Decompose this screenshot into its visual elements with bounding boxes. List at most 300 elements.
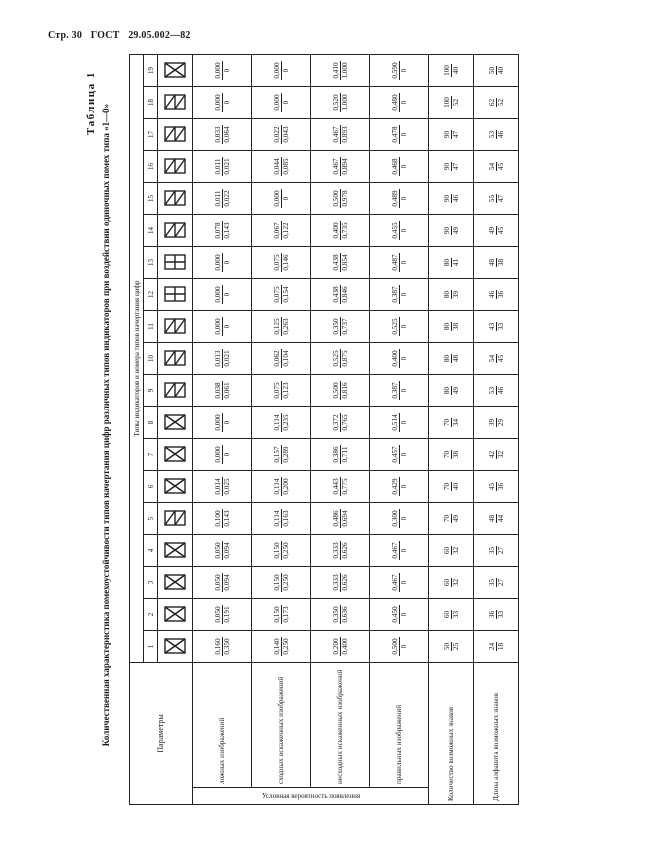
fraction bbox=[488, 98, 505, 107]
denominator: 0 bbox=[222, 420, 231, 425]
fraction bbox=[214, 541, 231, 559]
fraction bbox=[488, 610, 505, 619]
denominator: 0,694 bbox=[340, 510, 349, 527]
segment-box-icon bbox=[158, 87, 193, 119]
value-cell bbox=[429, 279, 474, 311]
numerator: 0,333 bbox=[331, 542, 340, 559]
value-cell bbox=[311, 55, 370, 87]
fraction bbox=[443, 482, 460, 491]
numerator: 50 bbox=[487, 66, 496, 75]
numerator: 0,514 bbox=[390, 414, 399, 431]
value-cell bbox=[252, 247, 311, 279]
denominator: 0,025 bbox=[222, 478, 231, 495]
value-cell bbox=[370, 343, 429, 375]
fraction bbox=[443, 386, 460, 395]
numerator: 50 bbox=[442, 642, 451, 651]
fraction bbox=[488, 130, 505, 139]
denominator: 0,978 bbox=[340, 190, 349, 207]
numerator: 0,333 bbox=[331, 574, 340, 591]
numerator: 0,000 bbox=[213, 62, 222, 79]
fraction bbox=[488, 642, 505, 651]
value-cell bbox=[193, 87, 252, 119]
numerator: 100 bbox=[442, 97, 451, 108]
denominator: 0 bbox=[399, 228, 408, 233]
denominator: 27 bbox=[496, 546, 505, 555]
fraction bbox=[488, 226, 505, 235]
denominator: 0,094 bbox=[222, 574, 231, 591]
value-cell bbox=[370, 375, 429, 407]
denominator: 0,043 bbox=[281, 126, 290, 143]
condition-label: Условная вероятность появления bbox=[261, 792, 360, 800]
fraction bbox=[332, 509, 349, 527]
value-cell bbox=[429, 567, 474, 599]
denominator: 45 bbox=[496, 226, 505, 235]
value-cell bbox=[429, 375, 474, 407]
value-cell bbox=[252, 55, 311, 87]
fraction bbox=[273, 477, 290, 495]
fraction bbox=[443, 514, 460, 523]
value-cell bbox=[193, 375, 252, 407]
fraction bbox=[443, 642, 460, 651]
denominator: 33 bbox=[451, 610, 460, 619]
numerator: 0,467 bbox=[390, 542, 399, 559]
denominator: 49 bbox=[451, 226, 460, 235]
value-cell bbox=[193, 439, 252, 471]
denominator: 0,816 bbox=[340, 382, 349, 399]
fraction bbox=[273, 285, 290, 303]
fraction bbox=[332, 285, 349, 303]
numerator: 0,150 bbox=[272, 574, 281, 591]
table-row bbox=[252, 55, 311, 805]
numerator: 0,075 bbox=[272, 286, 281, 303]
fraction bbox=[214, 93, 231, 111]
denominator: 0 bbox=[399, 100, 408, 105]
value-cell bbox=[370, 471, 429, 503]
value-cell bbox=[252, 279, 311, 311]
numerator: 0,114 bbox=[272, 478, 281, 495]
denominator: 18 bbox=[496, 642, 505, 651]
column-number: 17 bbox=[144, 119, 158, 151]
fraction bbox=[443, 546, 460, 555]
page-number: Стр. 30 bbox=[48, 30, 83, 41]
denominator: 0 bbox=[399, 260, 408, 265]
value-cell bbox=[474, 439, 519, 471]
table-row bbox=[474, 55, 519, 805]
numerator: 0,455 bbox=[390, 222, 399, 239]
fraction bbox=[488, 66, 505, 75]
value-cell bbox=[311, 183, 370, 215]
denominator: 46 bbox=[451, 194, 460, 203]
data-table bbox=[129, 54, 519, 805]
denominator: 0,350 bbox=[222, 638, 231, 655]
fraction bbox=[488, 418, 505, 427]
value-cell bbox=[252, 567, 311, 599]
value-cell bbox=[429, 87, 474, 119]
value-cell bbox=[474, 535, 519, 567]
numerator: 0,486 bbox=[331, 510, 340, 527]
numerator: 0,150 bbox=[272, 542, 281, 559]
numerator: 39 bbox=[487, 418, 496, 427]
value-cell bbox=[311, 535, 370, 567]
fraction bbox=[391, 189, 408, 207]
value-cell bbox=[474, 631, 519, 663]
row-label: несходных искаженных изображений bbox=[311, 663, 370, 788]
fraction bbox=[332, 605, 349, 623]
fraction bbox=[332, 381, 349, 399]
denominator: 0 bbox=[399, 356, 408, 361]
column-number: 11 bbox=[144, 311, 158, 343]
value-cell bbox=[311, 471, 370, 503]
value-cell bbox=[252, 535, 311, 567]
value-cell bbox=[429, 183, 474, 215]
denominator: 38 bbox=[496, 258, 505, 267]
fraction bbox=[488, 258, 505, 267]
fraction bbox=[214, 477, 231, 495]
numerator: 49 bbox=[487, 226, 496, 235]
value-cell bbox=[429, 151, 474, 183]
column-number: 9 bbox=[144, 375, 158, 407]
value-cell bbox=[311, 247, 370, 279]
numerator: 0,114 bbox=[272, 510, 281, 527]
fraction bbox=[443, 130, 460, 139]
value-cell bbox=[252, 151, 311, 183]
numerator: 42 bbox=[487, 450, 496, 459]
value-cell bbox=[193, 599, 252, 631]
denominator: 0,250 bbox=[281, 542, 290, 559]
denominator: 0,173 bbox=[281, 606, 290, 623]
fraction bbox=[214, 445, 231, 463]
fraction bbox=[273, 509, 290, 527]
segment-box-icon bbox=[158, 375, 193, 407]
denominator: 0,094 bbox=[222, 542, 231, 559]
value-cell bbox=[311, 119, 370, 151]
numerator: 0,000 bbox=[213, 414, 222, 431]
fraction bbox=[273, 349, 290, 367]
denominator: 0 bbox=[399, 516, 408, 521]
fraction bbox=[214, 125, 231, 143]
numerator: 0,500 bbox=[331, 190, 340, 207]
denominator: 0,123 bbox=[281, 382, 290, 399]
numerator: 0,520 bbox=[331, 94, 340, 111]
denominator: 0,022 bbox=[222, 190, 231, 207]
numerator: 54 bbox=[487, 162, 496, 171]
numerator: 0,000 bbox=[272, 94, 281, 111]
segment-x-icon bbox=[158, 439, 193, 471]
column-number: 2 bbox=[144, 599, 158, 631]
numerator: 0,500 bbox=[331, 382, 340, 399]
denominator: 0 bbox=[399, 68, 408, 73]
denominator: 1,000 bbox=[340, 94, 349, 111]
value-cell bbox=[193, 471, 252, 503]
fraction bbox=[443, 450, 460, 459]
fraction bbox=[443, 610, 460, 619]
denominator: 0 bbox=[281, 68, 290, 73]
fraction bbox=[443, 290, 460, 299]
value-cell bbox=[311, 439, 370, 471]
numerator: 0,489 bbox=[390, 190, 399, 207]
value-cell bbox=[370, 503, 429, 535]
denominator: 0 bbox=[281, 100, 290, 105]
segment-box-icon bbox=[158, 151, 193, 183]
numerator: 0,386 bbox=[331, 446, 340, 463]
value-cell bbox=[370, 407, 429, 439]
column-number: 4 bbox=[144, 535, 158, 567]
value-cell bbox=[311, 215, 370, 247]
value-cell bbox=[474, 279, 519, 311]
value-cell bbox=[311, 567, 370, 599]
segment-box-icon bbox=[158, 503, 193, 535]
standard-label: ГОСТ bbox=[90, 30, 120, 41]
value-cell bbox=[193, 151, 252, 183]
numerator: 0,013 bbox=[213, 350, 222, 367]
denominator: 45 bbox=[496, 162, 505, 171]
column-number: 8 bbox=[144, 407, 158, 439]
numerator: 36 bbox=[487, 610, 496, 619]
segment-x-icon bbox=[158, 599, 193, 631]
numerator: 0,525 bbox=[390, 318, 399, 335]
denominator: 39 bbox=[451, 290, 460, 299]
value-cell bbox=[193, 631, 252, 663]
denominator: 44 bbox=[496, 514, 505, 523]
value-cell bbox=[474, 407, 519, 439]
denominator: 0,085 bbox=[281, 158, 290, 175]
table-row bbox=[193, 55, 252, 805]
value-cell bbox=[193, 535, 252, 567]
segment-x-icon bbox=[158, 567, 193, 599]
fraction bbox=[214, 573, 231, 591]
fraction bbox=[214, 285, 231, 303]
value-cell bbox=[370, 567, 429, 599]
numerator: 0,400 bbox=[390, 350, 399, 367]
numerator: 0,150 bbox=[272, 606, 281, 623]
numerator: 0,487 bbox=[390, 254, 399, 271]
fraction bbox=[391, 541, 408, 559]
fraction bbox=[332, 413, 349, 431]
value-cell bbox=[429, 215, 474, 247]
fraction bbox=[488, 322, 505, 331]
segment-x-icon bbox=[158, 535, 193, 567]
numerator: 0,000 bbox=[272, 190, 281, 207]
denominator: 0 bbox=[399, 452, 408, 457]
denominator: 0,104 bbox=[281, 350, 290, 367]
fraction bbox=[273, 253, 290, 271]
numerator: 90 bbox=[442, 162, 451, 171]
value-cell bbox=[311, 407, 370, 439]
segment-x-icon bbox=[158, 55, 193, 87]
numerator: 0,410 bbox=[331, 62, 340, 79]
denominator: 40 bbox=[451, 66, 460, 75]
fraction bbox=[273, 61, 290, 79]
denominator: 0 bbox=[399, 388, 408, 393]
table-label: Таблица 1 bbox=[85, 71, 97, 135]
numerator: 0,075 bbox=[272, 382, 281, 399]
segment-box-icon bbox=[158, 215, 193, 247]
denominator: 0 bbox=[222, 324, 231, 329]
numerator: 80 bbox=[442, 354, 451, 363]
fraction bbox=[332, 477, 349, 495]
denominator: 0,143 bbox=[222, 510, 231, 527]
fraction bbox=[391, 381, 408, 399]
segment-x-icon bbox=[158, 631, 193, 663]
fraction bbox=[488, 450, 505, 459]
value-cell bbox=[193, 55, 252, 87]
fraction bbox=[488, 578, 505, 587]
value-cell bbox=[370, 247, 429, 279]
numerator: 0,468 bbox=[390, 158, 399, 175]
denominator: 0,200 bbox=[281, 478, 290, 495]
numerator: 53 bbox=[487, 130, 496, 139]
numerator: 0,114 bbox=[272, 414, 281, 431]
fraction bbox=[273, 413, 290, 431]
column-number: 6 bbox=[144, 471, 158, 503]
value-cell bbox=[370, 631, 429, 663]
denominator: 0 bbox=[222, 292, 231, 297]
denominator: 1,000 bbox=[340, 62, 349, 79]
numerator: 70 bbox=[442, 482, 451, 491]
numerator: 0,140 bbox=[272, 638, 281, 655]
numerator: 43 bbox=[487, 322, 496, 331]
numerator: 0,467 bbox=[331, 126, 340, 143]
numerator: 35 bbox=[487, 578, 496, 587]
fraction bbox=[273, 541, 290, 559]
fraction bbox=[214, 509, 231, 527]
denominator: 0,735 bbox=[340, 222, 349, 239]
denominator: 0,626 bbox=[340, 574, 349, 591]
denominator: 52 bbox=[451, 98, 460, 107]
denominator: 0,893 bbox=[340, 126, 349, 143]
value-cell bbox=[474, 247, 519, 279]
denominator: 0,400 bbox=[340, 638, 349, 655]
value-cell bbox=[193, 503, 252, 535]
fraction bbox=[488, 354, 505, 363]
numerator: 90 bbox=[442, 226, 451, 235]
segment-x-icon bbox=[158, 471, 193, 503]
fraction bbox=[273, 317, 290, 335]
denominator: 0 bbox=[399, 580, 408, 585]
denominator: 0,191 bbox=[222, 606, 231, 623]
numerator: 0,438 bbox=[331, 286, 340, 303]
value-cell bbox=[429, 535, 474, 567]
denominator: 0,846 bbox=[340, 286, 349, 303]
numerator: 0,429 bbox=[390, 478, 399, 495]
numerator: 0,075 bbox=[272, 254, 281, 271]
denominator: 38 bbox=[451, 322, 460, 331]
denominator: 0,163 bbox=[281, 510, 290, 527]
numerator: 0,438 bbox=[331, 254, 340, 271]
numerator: 0,067 bbox=[272, 222, 281, 239]
fraction bbox=[443, 226, 460, 235]
value-cell bbox=[193, 183, 252, 215]
value-cell bbox=[193, 215, 252, 247]
denominator: 0,737 bbox=[340, 318, 349, 335]
denominator: 46 bbox=[496, 386, 505, 395]
denominator: 52 bbox=[496, 98, 505, 107]
numerator: 0,000 bbox=[213, 286, 222, 303]
value-cell bbox=[311, 599, 370, 631]
denominator: 0 bbox=[222, 68, 231, 73]
fraction bbox=[443, 322, 460, 331]
segment-b-icon bbox=[158, 279, 193, 311]
denominator: 0 bbox=[281, 196, 290, 201]
denominator: 36 bbox=[496, 290, 505, 299]
numerator: 62 bbox=[487, 98, 496, 107]
fraction bbox=[214, 637, 231, 655]
denominator: 0,143 bbox=[222, 222, 231, 239]
denominator: 0 bbox=[399, 324, 408, 329]
numerator: 48 bbox=[487, 514, 496, 523]
denominator: 33 bbox=[496, 610, 505, 619]
value-cell bbox=[311, 503, 370, 535]
numerator: 0,033 bbox=[213, 126, 222, 143]
fraction bbox=[488, 290, 505, 299]
fraction bbox=[391, 637, 408, 655]
denominator: 46 bbox=[496, 130, 505, 139]
value-cell bbox=[370, 439, 429, 471]
denominator: 0,875 bbox=[340, 350, 349, 367]
denominator: 49 bbox=[451, 386, 460, 395]
fraction bbox=[332, 637, 349, 655]
fraction bbox=[214, 349, 231, 367]
numerator: 70 bbox=[442, 514, 451, 523]
numerator: 0,525 bbox=[331, 350, 340, 367]
value-cell bbox=[311, 343, 370, 375]
numerator: 0,000 bbox=[272, 62, 281, 79]
denominator: 0,061 bbox=[222, 382, 231, 399]
denominator: 47 bbox=[496, 194, 505, 203]
fraction bbox=[332, 157, 349, 175]
value-cell bbox=[370, 279, 429, 311]
numerator: 0,050 bbox=[213, 574, 222, 591]
numerator: 0,590 bbox=[390, 62, 399, 79]
fraction bbox=[332, 125, 349, 143]
denominator: 0,263 bbox=[281, 318, 290, 335]
value-cell bbox=[474, 599, 519, 631]
numerator: 60 bbox=[442, 546, 451, 555]
segment-box-icon bbox=[158, 343, 193, 375]
numerator: 100 bbox=[442, 65, 451, 76]
numerator: 54 bbox=[487, 354, 496, 363]
fraction bbox=[214, 317, 231, 335]
fraction bbox=[214, 221, 231, 239]
fraction bbox=[214, 381, 231, 399]
numerator: 0,050 bbox=[213, 542, 222, 559]
column-number: 7 bbox=[144, 439, 158, 471]
fraction bbox=[443, 162, 460, 171]
row-label: Количество возможных знаков bbox=[429, 663, 474, 805]
value-cell bbox=[429, 407, 474, 439]
segment-box-icon bbox=[158, 183, 193, 215]
fraction bbox=[391, 125, 408, 143]
value-cell bbox=[474, 375, 519, 407]
numerator: 80 bbox=[442, 290, 451, 299]
denominator: 0 bbox=[399, 644, 408, 649]
segment-x-icon bbox=[158, 407, 193, 439]
table-row bbox=[311, 55, 370, 805]
value-cell bbox=[429, 55, 474, 87]
numerator: 0,022 bbox=[272, 126, 281, 143]
denominator: 0,854 bbox=[340, 254, 349, 271]
fraction bbox=[214, 61, 231, 79]
value-cell bbox=[252, 119, 311, 151]
numerator: 60 bbox=[442, 578, 451, 587]
denominator: 0 bbox=[399, 196, 408, 201]
value-cell bbox=[474, 55, 519, 87]
denominator: 0,021 bbox=[222, 158, 231, 175]
numerator: 90 bbox=[442, 194, 451, 203]
value-cell bbox=[370, 183, 429, 215]
fraction bbox=[443, 96, 460, 109]
denominator: 47 bbox=[451, 162, 460, 171]
